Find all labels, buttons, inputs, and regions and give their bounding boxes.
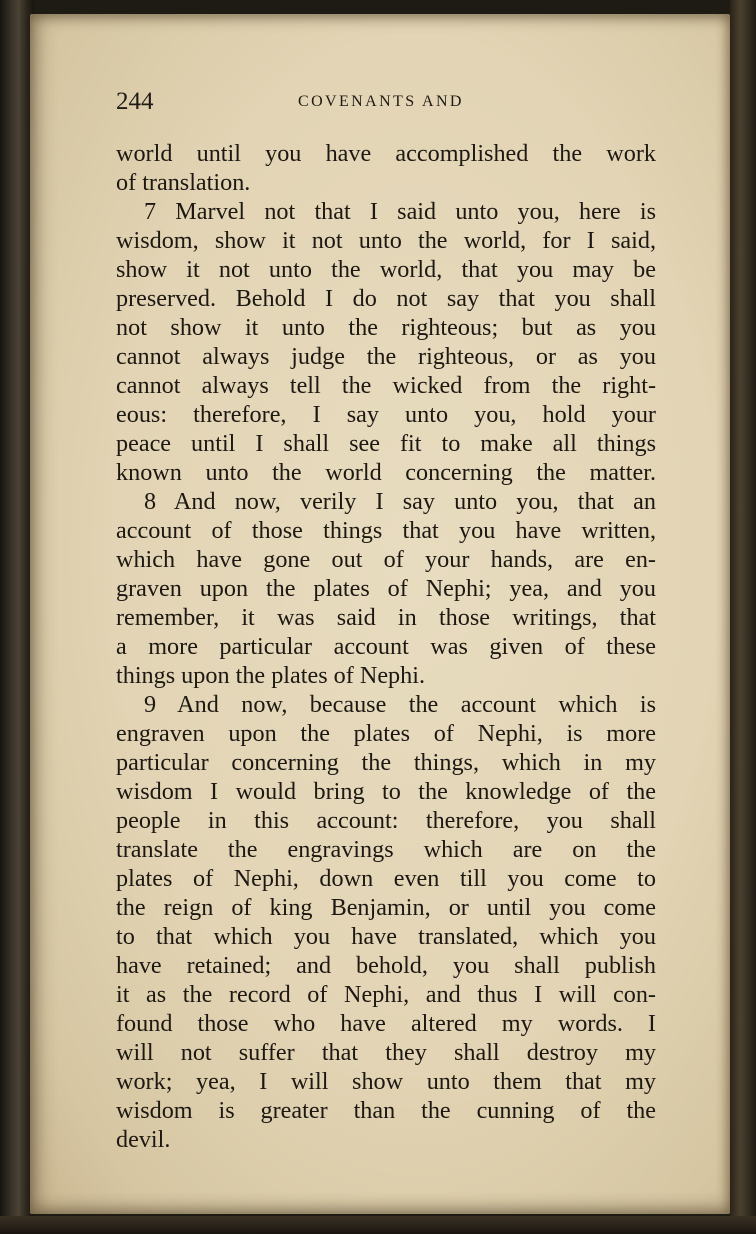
verse-7-start: 7 Marvel not that I said unto you, here is <box>144 198 656 225</box>
text-line: plates of Nephi, down even till you come to <box>116 865 656 892</box>
text-line: eous: therefore, I say unto you, hold your <box>116 401 656 428</box>
running-head: COVENANTS AND <box>298 93 464 110</box>
page-header <box>116 88 656 118</box>
page-number: 244 <box>116 88 154 115</box>
text-line: have retained; and behold, you shall publish <box>116 952 656 979</box>
text-line: work; yea, I will show unto them that my <box>116 1068 656 1095</box>
text-line: will not suffer that they shall destroy my <box>116 1039 656 1066</box>
text-line: a more particular account was given of these <box>116 633 656 660</box>
book-bottom-edge <box>0 1216 756 1234</box>
text-line: wisdom is greater than the cunning of the <box>116 1097 656 1124</box>
text-line: it as the record of Nephi, and thus I will con- <box>116 981 656 1008</box>
text-line: the reign of king Benjamin, or until you come <box>116 894 656 921</box>
body-text <box>116 139 656 1154</box>
text-line: devil. <box>116 1126 171 1153</box>
text-line: wisdom I would bring to the knowledge of the <box>116 778 656 805</box>
text-line: preserved. Behold I do not say that you shall <box>116 285 656 312</box>
text-line: not show it unto the righteous; but as you <box>116 314 656 341</box>
text-line: peace until I shall see fit to make all things <box>116 430 656 457</box>
text-line: world until you have accomplished the work <box>116 140 656 167</box>
text-line: to that which you have translated, which you <box>116 923 656 950</box>
book-right-edge <box>730 0 756 1234</box>
text-line: cannot always tell the wicked from the right- <box>116 372 656 399</box>
text-line: things upon the plates of Nephi. <box>116 662 426 689</box>
text-line: known unto the world concerning the matter. <box>116 459 656 486</box>
book-spine-edge <box>0 0 34 1234</box>
text-line: of translation. <box>116 169 251 196</box>
text-line: people in this account: therefore, you shall <box>116 807 656 834</box>
text-line: which have gone out of your hands, are en- <box>116 546 656 573</box>
text-line: show it not unto the world, that you may be <box>116 256 656 283</box>
text-line: remember, it was said in those writings, that <box>116 604 656 631</box>
text-line: cannot always judge the righteous, or as you <box>116 343 656 370</box>
text-line: particular concerning the things, which in my <box>116 749 656 776</box>
text-line: translate the engravings which are on the <box>116 836 656 863</box>
text-line: graven upon the plates of Nephi; yea, and you <box>116 575 656 602</box>
verse-9-start: 9 And now, because the account which is <box>144 691 656 718</box>
text-line: wisdom, show it not unto the world, for I said, <box>116 227 656 254</box>
text-line: found those who have altered my words. I <box>116 1010 656 1037</box>
verse-8-start: 8 And now, verily I say unto you, that an <box>144 488 656 515</box>
text-line: account of those things that you have written, <box>116 517 656 544</box>
text-line: engraven upon the plates of Nephi, is more <box>116 720 656 747</box>
